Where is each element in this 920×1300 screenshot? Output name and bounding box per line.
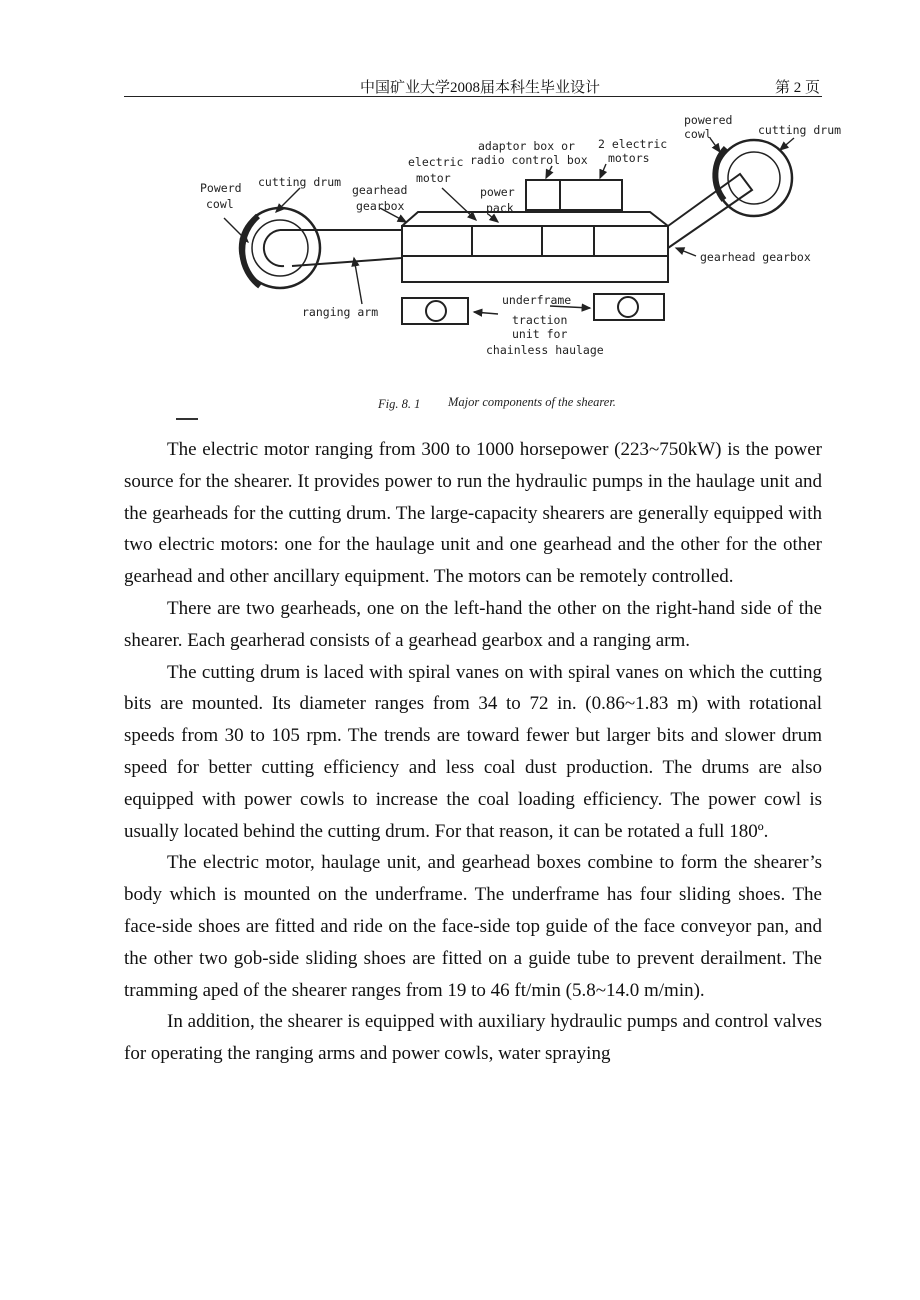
label-two-motors-2: motors <box>608 151 650 165</box>
left-ranging-arm <box>264 230 402 266</box>
label-underframe: underframe <box>502 293 572 307</box>
label-ranging-arm: ranging arm <box>302 305 379 319</box>
label-gearhead-left-1: gearhead <box>352 183 408 197</box>
label-power-pack-2: pack <box>486 201 514 215</box>
label-powered-cowl-right-1: powered <box>684 113 733 127</box>
shearer-diagram <box>180 108 850 420</box>
traction-unit-right <box>594 294 664 320</box>
paragraph-4: The electric motor, haulage unit, and gearhead boxes combine to form the shearer’s body which is mounted on the underframe. The underframe has four sliding shoes. The face-side shoes are fitted and ride on the face-side top guide of the face conveyor pan, and the other two gob-side sliding shoes are fitted on a guide tube to prevent derailment. The tramming aped of the shearer ranges from 19 to 46 ft/min (5.8~14.0 m/min). <box>124 852 822 1001</box>
label-traction-2: unit for <box>512 327 568 341</box>
traction-unit-left <box>402 298 468 324</box>
left-cutting-drum <box>240 208 320 288</box>
label-two-motors-1: 2 electric <box>598 137 668 151</box>
header-title: 中国矿业大学2008届本科生毕业设计 <box>360 80 601 96</box>
paragraph-5: In addition, the shearer is equipped with auxiliary hydraulic pumps and control valves for operating the ranging arms and power cowls, water spraying <box>124 1011 822 1065</box>
label-traction-1: traction <box>512 313 568 327</box>
body-text <box>124 434 822 1070</box>
figure-caption-text: Major components of the shearer. <box>448 395 616 409</box>
label-gearhead-left-2: gearbox <box>356 199 405 213</box>
label-traction-3: chainless haulage <box>486 343 604 357</box>
label-powered-cowl-right-2: cowl <box>684 127 712 141</box>
right-ranging-arm <box>668 174 752 248</box>
label-adaptor-box-1: adaptor box or <box>478 139 575 153</box>
shearer-body <box>402 180 668 282</box>
label-gearhead-gearbox-right: gearhead gearbox <box>700 250 811 264</box>
paragraph-2: There are two gearheads, one on the left-hand the other on the right-hand side of the shearer. Each gearherad consists of a gearhead gearbox and a ranging arm. <box>124 597 822 651</box>
label-powerd-cowl-1: Powerd <box>200 181 242 195</box>
label-power-pack-1: power <box>480 185 515 199</box>
paragraph-1: The electric motor ranging from 300 to 1000 horsepower (223~750kW) is the power source for the shearer. It provides power to run the hydraulic pumps in the haulage unit and the gearheads for the cutting drum. The large-capacity shearers are generally equipped with two electric motors: one for the haulage unit and one gearhead and the other for the other gearhead and other ancillary equipment. The motors can be remotely controlled. <box>124 439 822 588</box>
label-electric-motor-2: motor <box>416 171 451 185</box>
label-adaptor-box-2: radio control box <box>470 153 588 167</box>
label-cutting-drum-right: cutting drum <box>758 123 842 137</box>
label-powerd-cowl-2: cowl <box>206 197 234 211</box>
figure-corner-mark <box>176 418 198 420</box>
right-cutting-drum <box>715 140 792 216</box>
label-cutting-drum-left: cutting drum <box>258 175 342 189</box>
label-electric-motor-1: electric <box>408 155 464 169</box>
page-header <box>124 74 822 97</box>
shearer-figure <box>180 108 850 420</box>
paragraph-3: The cutting drum is laced with spiral vanes on with spiral vanes on which the cutting bits are mounted. Its diameter ranges from 34 to 72 in. (0.86~1.83 m) with rotational speeds from 30 to 105 rpm. The trends are toward fewer but larger bits and slower drum speed for better cutting efficiency and less coal dust production. The drums are also equipped with power cowls to increase the coal loading efficiency. The power cowl is usually located behind the cutting drum. For that reason, it can be rotated a full 180º. <box>124 661 822 842</box>
figure-caption-number: Fig. 8. 1 <box>378 397 421 411</box>
page-number: 第 2 页 <box>774 80 820 96</box>
